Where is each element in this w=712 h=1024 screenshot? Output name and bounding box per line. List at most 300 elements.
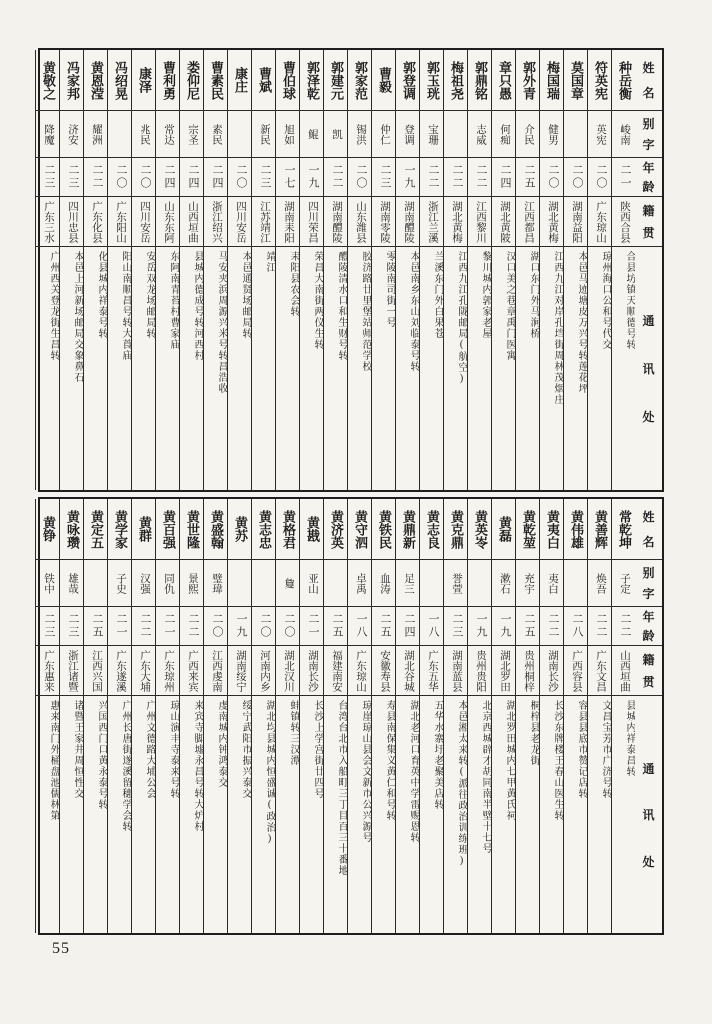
name-cell: 郭建元 [324, 50, 347, 111]
age-cell: 一九 [228, 607, 251, 646]
courtesy-name-cell: 宗圣 [180, 111, 203, 158]
courtesy-name-cell: 铁中 [36, 560, 59, 607]
contact-address-cell: 耒阳县农会转 [288, 251, 299, 317]
age-cell: 二〇 [108, 158, 131, 197]
name-cell: 曹伯球 [276, 50, 299, 111]
name-cell: 曹毅 [372, 50, 395, 111]
courtesy-name-cell: 血涛 [372, 560, 395, 607]
header-char: 讯 [642, 808, 655, 822]
contact-address-cell: 容县县底市赞记店转 [576, 700, 587, 799]
name-cell: 黄守泗 [348, 499, 371, 560]
name-cell: 黄世隆 [180, 499, 203, 560]
courtesy-name-cell: 璧瑋 [204, 560, 227, 607]
name-cell: 郭外青 [516, 50, 539, 111]
name-cell: 黄学家 [108, 499, 131, 560]
courtesy-name-cell: 足三 [396, 560, 419, 607]
courtesy-name-cell: 峻南 [612, 111, 635, 158]
entry-column [203, 499, 227, 933]
entry-column [179, 499, 203, 933]
name-cell: 黄夷白 [540, 499, 563, 560]
header-char: 龄 [642, 179, 655, 194]
name-cell: 冯绍晃 [108, 50, 131, 111]
courtesy-name-cell: 介民 [516, 111, 539, 158]
header-cell [635, 499, 662, 560]
courtesy-name-cell: 济安 [60, 111, 83, 158]
header-char: 通 [642, 761, 655, 776]
courtesy-name-cell: 凯 [324, 111, 347, 158]
header-cell [635, 646, 662, 696]
courtesy-name-cell: 健男 [540, 111, 563, 158]
header-cell [635, 607, 662, 646]
directory-table-bottom [38, 497, 664, 935]
entry-column [227, 50, 251, 490]
age-cell: 二三 [372, 158, 395, 197]
age-cell: 二五 [324, 607, 347, 646]
name-cell: 黄苏 [228, 499, 251, 560]
entry-column [131, 499, 155, 933]
contact-address-cell: 本邑南乡东山刘临泰号转 [408, 251, 419, 372]
age-cell: 二二 [612, 607, 635, 646]
courtesy-name-cell [444, 111, 467, 158]
name-cell: 黄恩滢 [84, 50, 107, 111]
entry-column [83, 499, 107, 933]
native-place-cell: 河南内乡 [252, 646, 275, 696]
age-cell: 二三 [36, 158, 59, 197]
age-cell: 二一 [612, 158, 635, 197]
courtesy-name-cell: 志威 [468, 111, 491, 158]
courtesy-name-cell: 充宇 [516, 560, 539, 607]
courtesy-name-cell: 亚山 [300, 560, 323, 607]
courtesy-name-cell [420, 560, 443, 607]
native-place-cell: 广东化县 [84, 197, 107, 247]
age-cell: 一七 [276, 158, 299, 197]
native-place-cell: 广东琼山 [348, 646, 371, 696]
native-place-cell: 浙江兰溪 [420, 197, 443, 247]
entry-column [155, 50, 179, 490]
header-char: 名 [642, 86, 655, 101]
native-place-cell: 江西兴国 [84, 646, 107, 696]
native-place-cell: 湖北谷城 [396, 646, 419, 696]
native-place-cell: 湖南零陵 [372, 197, 395, 247]
contact-address-cell: 琼山演丰寺泰来号转 [168, 700, 179, 799]
courtesy-name-cell: 雄哉 [60, 560, 83, 607]
age-cell: 二二 [540, 607, 563, 646]
courtesy-name-cell: 新民 [252, 111, 275, 158]
name-cell: 黄志忠 [252, 499, 275, 560]
courtesy-name-cell: 耀洲 [84, 111, 107, 158]
entry-column [323, 499, 347, 933]
age-cell: 二〇 [588, 158, 611, 197]
header-char: 姓 [642, 509, 655, 524]
age-cell: 二四 [180, 158, 203, 197]
native-place-cell: 浙江绍兴 [204, 197, 227, 247]
entry-column [587, 50, 611, 490]
courtesy-name-cell [324, 560, 347, 607]
header-cell [635, 197, 662, 247]
entry-column [251, 50, 275, 490]
courtesy-name-cell [252, 560, 275, 607]
courtesy-name-cell: 仲仁 [372, 111, 395, 158]
courtesy-name-cell: 焕吾 [588, 560, 611, 607]
header-cell [635, 696, 662, 933]
age-cell: 二四 [156, 158, 179, 197]
contact-address-cell: 琼州海口公和号代交 [600, 251, 611, 350]
age-cell: 二二 [468, 158, 491, 197]
contact-address-cell: 零陵南司街一号 [384, 251, 395, 328]
entry-column [131, 50, 155, 490]
age-cell: 二二 [588, 607, 611, 646]
entry-column [227, 499, 251, 933]
courtesy-name-cell: 敻 [276, 560, 299, 607]
name-cell: 康泽 [132, 50, 155, 111]
age-cell: 一八 [348, 607, 371, 646]
contact-address-cell: 蚌镇转三汉潭 [288, 700, 299, 766]
header-cell [635, 158, 662, 197]
entry-column [515, 50, 539, 490]
native-place-cell: 山西垣曲 [180, 197, 203, 247]
name-cell: 郭鼎铭 [468, 50, 491, 111]
entry-column [611, 499, 635, 933]
courtesy-name-cell: 卓禹 [348, 560, 371, 607]
age-cell: 二四 [492, 158, 515, 197]
entry-column [35, 499, 59, 933]
contact-address-cell: 靖江 [264, 251, 275, 273]
entry-column [587, 499, 611, 933]
native-place-cell: 山西垣曲 [612, 646, 635, 696]
courtesy-name-cell: 常达 [156, 111, 179, 158]
age-cell: 一九 [300, 158, 323, 197]
native-place-cell: 贵州桐梓 [516, 646, 539, 696]
name-cell: 曹利勇 [156, 50, 179, 111]
name-cell: 冯家邦 [60, 50, 83, 111]
name-cell: 黄鼎新 [396, 499, 419, 560]
courtesy-name-cell: 锡洪 [348, 111, 371, 158]
native-place-cell: 湖南蓝县 [444, 646, 467, 696]
courtesy-name-cell [84, 560, 107, 607]
age-cell: 二二 [84, 158, 107, 197]
native-place-cell: 广东大埔 [132, 646, 155, 696]
age-cell: 二二 [444, 158, 467, 197]
name-cell: 曹斌 [252, 50, 275, 111]
courtesy-name-cell: 素民 [204, 111, 227, 158]
contact-address-cell: 桐梓县老龙街 [528, 700, 539, 766]
name-cell: 黄克鼎 [444, 499, 467, 560]
native-place-cell: 广东五华 [420, 646, 443, 696]
entry-column [107, 499, 131, 933]
name-cell: 黄盛翰 [204, 499, 227, 560]
courtesy-name-cell [564, 111, 587, 158]
contact-address-cell: 诸暨王家井周恒性交 [72, 700, 83, 799]
native-place-cell: 广东遂溪 [108, 646, 131, 696]
contact-address-cell: 阳山南顺昌号转大莨庙 [120, 251, 131, 361]
entry-column [275, 499, 299, 933]
native-place-cell: 湖南长沙 [300, 646, 323, 696]
native-place-cell: 陕西合县 [612, 197, 635, 247]
name-cell: 黄百强 [156, 499, 179, 560]
entry-column [419, 499, 443, 933]
entry-column [395, 50, 419, 490]
age-cell: 二五 [84, 607, 107, 646]
native-place-cell: 广东琼州 [156, 646, 179, 696]
name-cell: 康庄 [228, 50, 251, 111]
courtesy-name-cell: 登调 [396, 111, 419, 158]
age-cell: 二三 [36, 607, 59, 646]
contact-address-cell: 湖北罗田城内七甲黄氏祠 [504, 700, 515, 821]
contact-address-cell: 湖口东门外马涧桥 [528, 251, 539, 339]
courtesy-name-cell: 鲲 [300, 111, 323, 158]
courtesy-name-cell [468, 560, 491, 607]
name-cell: 符英宪 [588, 50, 611, 111]
contact-address-cell: 寿县南保集义黄仁和号转 [384, 700, 395, 821]
native-place-cell: 湖北黄梅 [444, 197, 467, 247]
age-cell: 二五 [516, 158, 539, 197]
name-cell: 莫国章 [564, 50, 587, 111]
native-place-cell: 湖南醴陵 [396, 197, 419, 247]
courtesy-name-cell: 夷白 [540, 560, 563, 607]
entry-column [539, 499, 563, 933]
name-cell: 黄志良 [420, 499, 443, 560]
age-cell: 二〇 [132, 158, 155, 197]
native-place-cell: 湖北汉川 [276, 646, 299, 696]
age-cell: 二〇 [204, 607, 227, 646]
contact-address-cell: 广州西关登龙街生昌转 [48, 251, 59, 361]
name-cell: 黄格君 [276, 499, 299, 560]
age-cell: 一八 [420, 607, 443, 646]
header-char: 龄 [642, 628, 655, 643]
header-char: 姓 [642, 60, 655, 75]
native-place-cell: 安徽寿县 [372, 646, 395, 696]
entry-column [203, 50, 227, 490]
header-char: 贯 [642, 675, 655, 689]
age-cell: 二三 [60, 158, 83, 197]
name-cell: 种岳衡 [612, 50, 635, 111]
native-place-cell: 湖南益阳 [564, 197, 587, 247]
native-place-cell: 江西都昌 [516, 197, 539, 247]
entry-column [299, 50, 323, 490]
courtesy-name-cell: 旭如 [276, 111, 299, 158]
contact-address-cell: 长沙上学宫街廿四号 [312, 700, 323, 799]
header-cell [635, 247, 662, 490]
contact-address-cell: 马安夹浜周源兴米号转昌浩收 [216, 251, 227, 394]
name-cell: 黄善辉 [588, 499, 611, 560]
contact-address-cell: 本邑马迹塘皮万兴号转莲花坪 [576, 251, 587, 394]
native-place-cell: 湖北罗田 [492, 646, 515, 696]
entry-column [155, 499, 179, 933]
page-number: 55 [52, 940, 70, 957]
entry-column [491, 50, 515, 490]
age-cell: 二二 [180, 607, 203, 646]
courtesy-name-cell: 何痴 [492, 111, 515, 158]
entry-column [419, 50, 443, 490]
entry-column [107, 50, 131, 490]
native-place-cell: 广东琼山 [588, 197, 611, 247]
native-place-cell: 广东文昌 [588, 646, 611, 696]
header-char: 贯 [642, 226, 655, 240]
entry-column [371, 499, 395, 933]
age-cell: 二四 [396, 607, 419, 646]
native-place-cell: 浙江诸暨 [60, 646, 83, 696]
age-cell: 二二 [324, 158, 347, 197]
header-char: 别 [642, 566, 655, 580]
entry-column [35, 50, 59, 490]
entry-column [83, 50, 107, 490]
entry-column [443, 499, 467, 933]
native-place-cell: 四川安岳 [132, 197, 155, 247]
native-place-cell: 四川荣昌 [300, 197, 323, 247]
contact-address-cell: 黎川城内郭家老屋 [480, 251, 491, 339]
courtesy-name-cell: 汉强 [132, 560, 155, 607]
entry-column [251, 499, 275, 933]
contact-address-cell: 县城内祥泰昌转 [624, 700, 635, 777]
header-char: 字 [642, 587, 655, 601]
age-cell: 二八 [564, 607, 587, 646]
native-place-cell: 福建南安 [324, 646, 347, 696]
name-cell: 黄戡 [300, 499, 323, 560]
name-cell: 郭玉珖 [420, 50, 443, 111]
courtesy-name-cell: 誉萱 [444, 560, 467, 607]
contact-address-cell: 虔南城内钟鸿泰交 [216, 700, 227, 788]
native-place-cell: 江西虔南 [204, 646, 227, 696]
contact-address-cell: 惠来南门外桶盘池儒林第 [48, 700, 59, 821]
contact-address-cell: 湖北老河口育英中学雷赐恩转 [408, 700, 419, 843]
age-cell: 一九 [468, 607, 491, 646]
name-cell: 郭家范 [348, 50, 371, 111]
header-cell [635, 560, 662, 607]
entry-column [443, 50, 467, 490]
age-cell: 二〇 [276, 607, 299, 646]
contact-address-cell: 五华水寨圩老聚美店转 [432, 700, 443, 810]
native-place-cell: 山东潍县 [348, 197, 371, 247]
header-char: 籍 [642, 204, 655, 218]
contact-address-cell: 醴陵清水口和生财号转 [336, 251, 347, 361]
name-cell: 黄济英 [324, 499, 347, 560]
courtesy-name-cell: 子史 [108, 560, 131, 607]
entry-column [347, 499, 371, 933]
contact-address-cell: 东阿南青苔村曹家庙 [168, 251, 179, 350]
native-place-cell: 湖北黄陂 [492, 197, 515, 247]
contact-address-cell: 县城内德成号转河西村 [192, 251, 203, 361]
entry-column [59, 499, 83, 933]
courtesy-name-cell: 同仇 [156, 560, 179, 607]
courtesy-name-cell: 降魔 [36, 111, 59, 158]
courtesy-name-cell [564, 560, 587, 607]
age-cell: 二五 [372, 607, 395, 646]
name-cell: 黄敬之 [36, 50, 59, 111]
age-cell: 二〇 [252, 607, 275, 646]
native-place-cell: 广西来宾 [180, 646, 203, 696]
entry-column [299, 499, 323, 933]
courtesy-name-cell: 兆民 [132, 111, 155, 158]
contact-address-cell: 长沙东牌楼王春山医生转 [552, 700, 563, 821]
name-cell: 黄磊 [492, 499, 515, 560]
courtesy-name-cell: 子定 [612, 560, 635, 607]
name-cell: 常乾坤 [612, 499, 635, 560]
contact-address-cell: 兰溪东门外白果苍 [432, 251, 443, 339]
native-place-cell: 广东三水 [36, 197, 59, 247]
contact-address-cell: 江西九江孔陇邮局(航空) [456, 251, 467, 385]
entry-column [467, 499, 491, 933]
age-cell: 二四 [204, 158, 227, 197]
name-cell: 梅国瑞 [540, 50, 563, 111]
contact-address-cell: 兴国西门口黄永泰号转 [96, 700, 107, 810]
contact-address-cell: 本邑通贤场邮局转 [240, 251, 251, 339]
contact-address-cell: 胶济路廿里堡站师范学校 [360, 251, 371, 372]
contact-address-cell: 台湾台北市入船町三丁目百三十番地 [336, 700, 347, 876]
contact-address-cell: 江西九江对岸孔垱街周林茂烟庄 [552, 251, 563, 405]
entry-column [611, 50, 635, 490]
age-cell: 二二 [420, 158, 443, 197]
entry-column [563, 50, 587, 490]
header-char: 年 [642, 161, 655, 176]
entry-column [59, 50, 83, 490]
courtesy-name-cell: 英宪 [588, 111, 611, 158]
age-cell: 二三 [252, 158, 275, 197]
header-char: 通 [642, 314, 655, 328]
entry-column [467, 50, 491, 490]
contact-address-cell: 文昌宝芳市广济号转 [600, 700, 611, 799]
entry-column [371, 50, 395, 490]
directory-table-top [38, 48, 664, 492]
age-cell: 二三 [60, 607, 83, 646]
header-cell [635, 50, 662, 111]
native-place-cell: 四川安岳 [228, 197, 251, 247]
courtesy-name-cell: 宝珊 [420, 111, 443, 158]
contact-address-cell: 北京西城辟才胡同南半壁十七号 [480, 700, 491, 854]
header-char: 讯 [642, 362, 655, 376]
header-char: 年 [642, 610, 655, 625]
name-cell: 黄铁民 [372, 499, 395, 560]
native-place-cell: 江西黎川 [468, 197, 491, 247]
native-place-cell: 湖南醴陵 [324, 197, 347, 247]
native-place-cell: 广西容县 [564, 646, 587, 696]
name-cell: 黄群 [132, 499, 155, 560]
entry-column [395, 499, 419, 933]
name-cell: 黄伟雄 [564, 499, 587, 560]
contact-address-cell: 汉口美之巷章禹门医寓 [504, 251, 515, 361]
header-cell [635, 111, 662, 158]
native-place-cell: 贵州贵阳 [468, 646, 491, 696]
name-cell: 曹素民 [204, 50, 227, 111]
header-column [635, 499, 662, 933]
contact-address-cell: 本邑湘太来转(派往政治训练班) [456, 700, 467, 867]
entry-column [539, 50, 563, 490]
name-cell: 黄铮 [36, 499, 59, 560]
age-cell: 二一 [108, 607, 131, 646]
name-cell: 郭泽乾 [300, 50, 323, 111]
native-place-cell: 山东东阿 [156, 197, 179, 247]
contact-address-cell: 化县城内祥泰号转 [96, 251, 107, 339]
age-cell: 二〇 [348, 158, 371, 197]
age-cell: 二二 [132, 607, 155, 646]
entry-column [347, 50, 371, 490]
age-cell: 二一 [300, 607, 323, 646]
name-cell: 梅祖尧 [444, 50, 467, 111]
contact-address-cell: 广州长唐街遂溪留穗学会转 [120, 700, 131, 832]
native-place-cell: 江苏靖江 [252, 197, 275, 247]
header-char: 别 [642, 117, 655, 131]
header-char: 名 [642, 535, 655, 550]
header-column [635, 50, 662, 490]
contact-address-cell: 来宾寺脚墟永昌号转大炉村 [192, 700, 203, 832]
native-place-cell: 湖南绥宁 [228, 646, 251, 696]
age-cell: 二〇 [540, 158, 563, 197]
native-place-cell: 湖北黄梅 [540, 197, 563, 247]
entry-column [491, 499, 515, 933]
contact-address-cell: 本邑上河新场邮局交象鼻石 [72, 251, 83, 383]
entry-column [323, 50, 347, 490]
name-cell: 黄乾堃 [516, 499, 539, 560]
contact-address-cell: 合县坊镇天顺德号转 [624, 251, 635, 350]
